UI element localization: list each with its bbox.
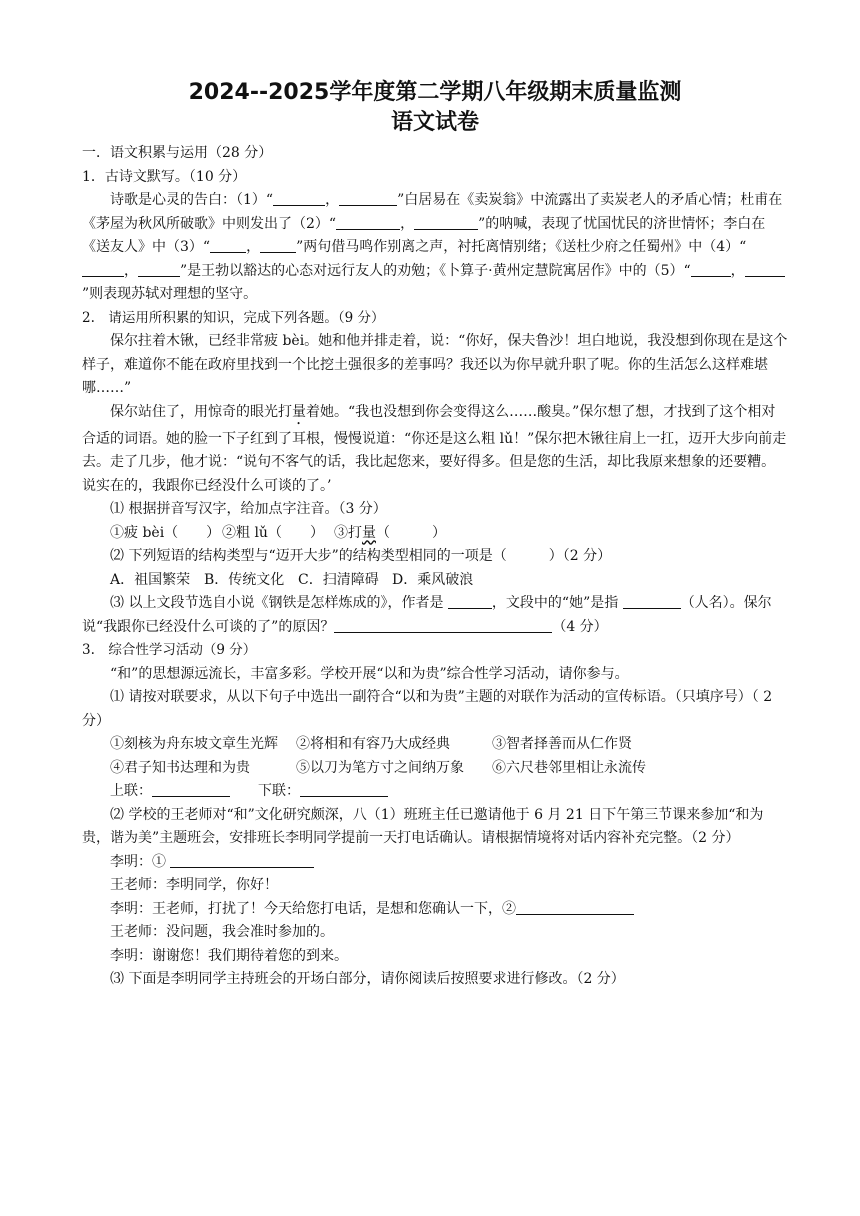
exam-title-line2: 语文试卷	[390, 110, 479, 135]
q2-passage-paragraph-1: 保尔拄着木锹，已经非常疲 bèi。她和他并排走着，说：“你好，保夫鲁沙！坦白地说，我没想到你现在是这个样子，难道你不能在政府里找到一个比挖土强很多的差事吗？我还以为你早就升职了呢。你的生活怎么这样难堪哪……”	[82, 333, 788, 396]
part1-heading: 一．语文积累与运用（28 分）	[82, 145, 273, 161]
couplet-row-1	[82, 733, 788, 757]
couplet-4: ④君子知书达理和为贵	[110, 759, 250, 776]
q3-sub1: ⑴ 请按对联要求，从以下句子中选出一副符合“以和为贵”主题的对联作为活动的宣传标语。（只填序号）（ 2 分）	[82, 689, 773, 729]
sub1-item-1[interactable]: ①疲 bèi（ ）	[110, 524, 221, 541]
couplet-answer-row	[82, 780, 788, 804]
q3-sub3: ⑶ 下面是李明同学主持班会的开场白部分，请你阅读后按照要求进行修改。（2 分）	[110, 971, 625, 987]
couplet-3: ③智者择善而从仁作贤	[492, 736, 632, 752]
lower-couplet-blank[interactable]	[300, 781, 388, 797]
dialog-line-1: 李明：①	[82, 851, 788, 875]
answer-blank[interactable]	[623, 593, 681, 609]
upper-couplet-label: 上联：	[110, 783, 152, 799]
answer-blank[interactable]	[260, 237, 296, 253]
couplet-row-2	[82, 757, 788, 781]
dialog-line-4: 王老师：没问题，我会准时参加的。	[110, 924, 334, 940]
answer-blank[interactable]	[334, 617, 552, 633]
couplet-1: ①刻核为舟东坡文章生光辉	[110, 736, 278, 752]
answer-blank[interactable]	[138, 261, 180, 277]
answer-blank[interactable]	[691, 261, 731, 277]
q2-passage-paragraph-2: 保尔站住了，用惊奇的眼光打量着她。“我也没想到你会变得这么……酸臭。”保尔想了想，才找到了这个相对合适的词语。她的脸一下子红到了耳根，慢慢说道：“你还是这么粗 lǔ！”保尔把木锹往肩上一扛，迈开大步向前走去。走了几步，他才说：“说句不客气的话，我比起您来，要好得多。但是您的生活，却比我原来想象的还要糟。说实在的，我跟你已经没什么可谈的了。’	[82, 403, 787, 494]
sub1-item-2[interactable]: ②粗 lǔ（ ）	[222, 524, 324, 541]
upper-couplet-blank[interactable]	[152, 781, 230, 797]
dialog-line-3: 李明：王老师，打扰了！今天给您打电话，是想和您确认一下，②	[82, 898, 788, 922]
answer-blank[interactable]	[336, 214, 400, 230]
option-c[interactable]: C．扫清障碍	[298, 571, 379, 588]
answer-blank[interactable]	[82, 261, 124, 277]
q2-sub1-items	[82, 522, 788, 546]
q1-paragraph: 诗歌是心灵的告白：（1）“ ， ”白居易在《卖炭翁》中流露出了卖炭老人的矛盾心情；杜甫在《茅屋为秋风所破歌》中则发出了（2）“ ， ”的呐喊，表现了忧国忧民的济世情怀；李白在《送友人》中（3）“ ， ”两句借马鸣作别离之声，衬托离情别绪；《送杜少府之任蜀州》中（4）“， ”是王勃以豁达的心态对远行友人的劝勉；《卜算子·黄州定慧院寓居作》中的（5）“ ，”则表现苏轼对理想的坚守。	[82, 189, 788, 307]
option-b[interactable]: B．传统文化	[204, 571, 285, 588]
couplet-2: ②将相和有容乃大成经典	[296, 736, 450, 752]
answer-blank[interactable]	[273, 190, 325, 206]
q3-heading: 3. 综合性学习活动（9 分）	[82, 642, 257, 658]
exam-title-line1: 2024--2025学年度第二学期八年级期末质量监测	[188, 80, 682, 105]
answer-blank[interactable]	[448, 593, 492, 609]
lower-couplet-label: 下联：	[258, 783, 300, 799]
q2-sub2-options	[82, 569, 788, 593]
couplet-5: ⑤以刀为笔方寸之间纳万象	[296, 759, 464, 776]
option-a[interactable]: A．祖国繁荣	[110, 571, 191, 588]
dialog-blank-2[interactable]	[516, 899, 634, 915]
answer-blank[interactable]	[414, 214, 478, 230]
q2-heading: 2. 请运用所积累的知识，完成下列各题。（9 分）	[82, 309, 385, 326]
dialog-line-2: 王老师：李明同学，你好！	[110, 877, 278, 893]
answer-blank[interactable]	[339, 190, 397, 206]
couplet-6: ⑥六尺巷邻里相让永流传	[492, 759, 646, 776]
answer-blank[interactable]	[210, 237, 246, 253]
q2-sub2: ⑵ 下列短语的结构类型与“迈开大步”的结构类型相同的一项是（ ）（2 分）	[110, 548, 612, 564]
q2-sub1: ⑴ 根据拼音写汉字，给加点字注音。（3 分）	[110, 501, 387, 517]
q3-intro: “和”的思想源远流长，丰富多彩。学校开展“以和为贵”综合性学习活动，请你参与。	[110, 665, 629, 682]
option-d[interactable]: D．乘风破浪	[392, 571, 474, 588]
sub1-item-3[interactable]: ③打量（ ）	[334, 524, 446, 541]
q2-sub3: ⑶ 以上文段节选自小说《钢铁是怎样炼成的》，作者是 ，文段中的“她”是指 （人名）。保尔说“我跟你已经没什么可谈的了”的原因？ （4 分）	[82, 595, 772, 635]
q3-sub2: ⑵ 学校的王老师对“和”文化研究颇深，八（1）班班主任已邀请他于 6 月 21 日下午第三节课来参加“和为贵，谐为美”主题班会，安排班长李明同学提前一天打电话确认。请根据情境将对话内容补充完整。（2 分）	[82, 806, 764, 846]
q1-heading: 1．古诗文默写。（10 分）	[82, 168, 247, 185]
dialog-line-5: 李明：谢谢您！我们期待着您的到来。	[110, 947, 348, 964]
answer-blank[interactable]	[745, 261, 785, 277]
dialog-blank-1[interactable]	[170, 852, 314, 868]
